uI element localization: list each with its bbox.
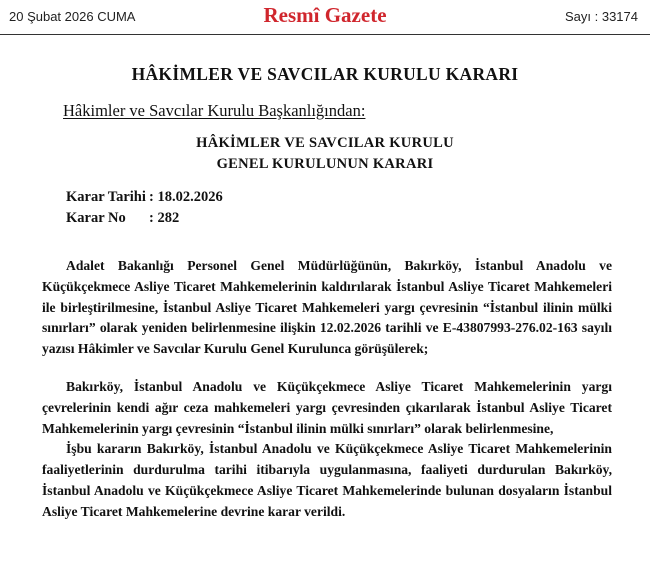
decision-body [42, 377, 612, 523]
paragraph-3: İşbu kararın Bakırköy, İstanbul Anadolu ve Küçükçekmece Asliye Ticaret Mahkemelerinin faaliyetlerinin durdurulma tarihi itibarıyla uygulanmasına, faaliyeti durdurulan Bakırköy, İstanbul Anadolu ve Küçükçekmece Asliye Ticaret Mahkemelerinde bulunan dosyaların İstanbul Asliye Ticaret Mahkemelerine devrine karar verildi. [42, 441, 612, 519]
decision-number-label: Karar No [66, 210, 126, 226]
publication-date: 20 Şubat 2026 CUMA [9, 9, 136, 24]
gazette-header [0, 0, 650, 35]
gazette-title: Resmî Gazete [263, 3, 387, 27]
paragraph-2: Bakırköy, İstanbul Anadolu ve Küçükçekmece Asliye Ticaret Mahkemelerinin yargı çevrelerinin kendi ağır ceza mahkemeleri yargı çevresinden çıkarılarak İstanbul Asliye Ticaret Mahkemelerinin yargı çevresinin “İstanbul ilinin mülki sınırları” olarak belirlenmesine, [42, 379, 612, 436]
sub-title-line-1: HÂKİMLER VE SAVCILAR KURULU [196, 135, 454, 151]
decision-number-value: : 282 [149, 210, 180, 226]
decision-title: HÂKİMLER VE SAVCILAR KURULU KARARI [131, 64, 519, 84]
decision-date-label: Karar Tarihi [66, 189, 146, 205]
issue-number: Sayı : 33174 [565, 9, 638, 24]
issuing-authority: Hâkimler ve Savcılar Kurulu Başkanlığından: [63, 101, 366, 120]
sub-title-line-2: GENEL KURULUNUN KARARI [216, 156, 434, 172]
decision-date-value: : 18.02.2026 [149, 189, 223, 205]
decision-date-row [66, 189, 223, 206]
sub-title [0, 133, 650, 175]
paragraph-1: Adalet Bakanlığı Personel Genel Müdürlüğünün, Bakırköy, İstanbul Anadolu ve Küçükçekmece Asliye Ticaret Mahkemelerinin kaldırılarak İstanbul Asliye Ticaret Mahkemeleri ile birleştirilmesine, İstanbul Asliye Ticaret Mahkemeleri yargı çevresinin “İstanbul ilinin mülki sınırları” olarak yeniden belirlenmesine ilişkin 12.02.2026 tarihli ve E-43807993-276.02-163 sayılı yazısı Hâkimler ve Savcılar Kurulu Genel Kurulunca görüşülerek; [42, 258, 612, 357]
decision-number-row [66, 210, 179, 227]
